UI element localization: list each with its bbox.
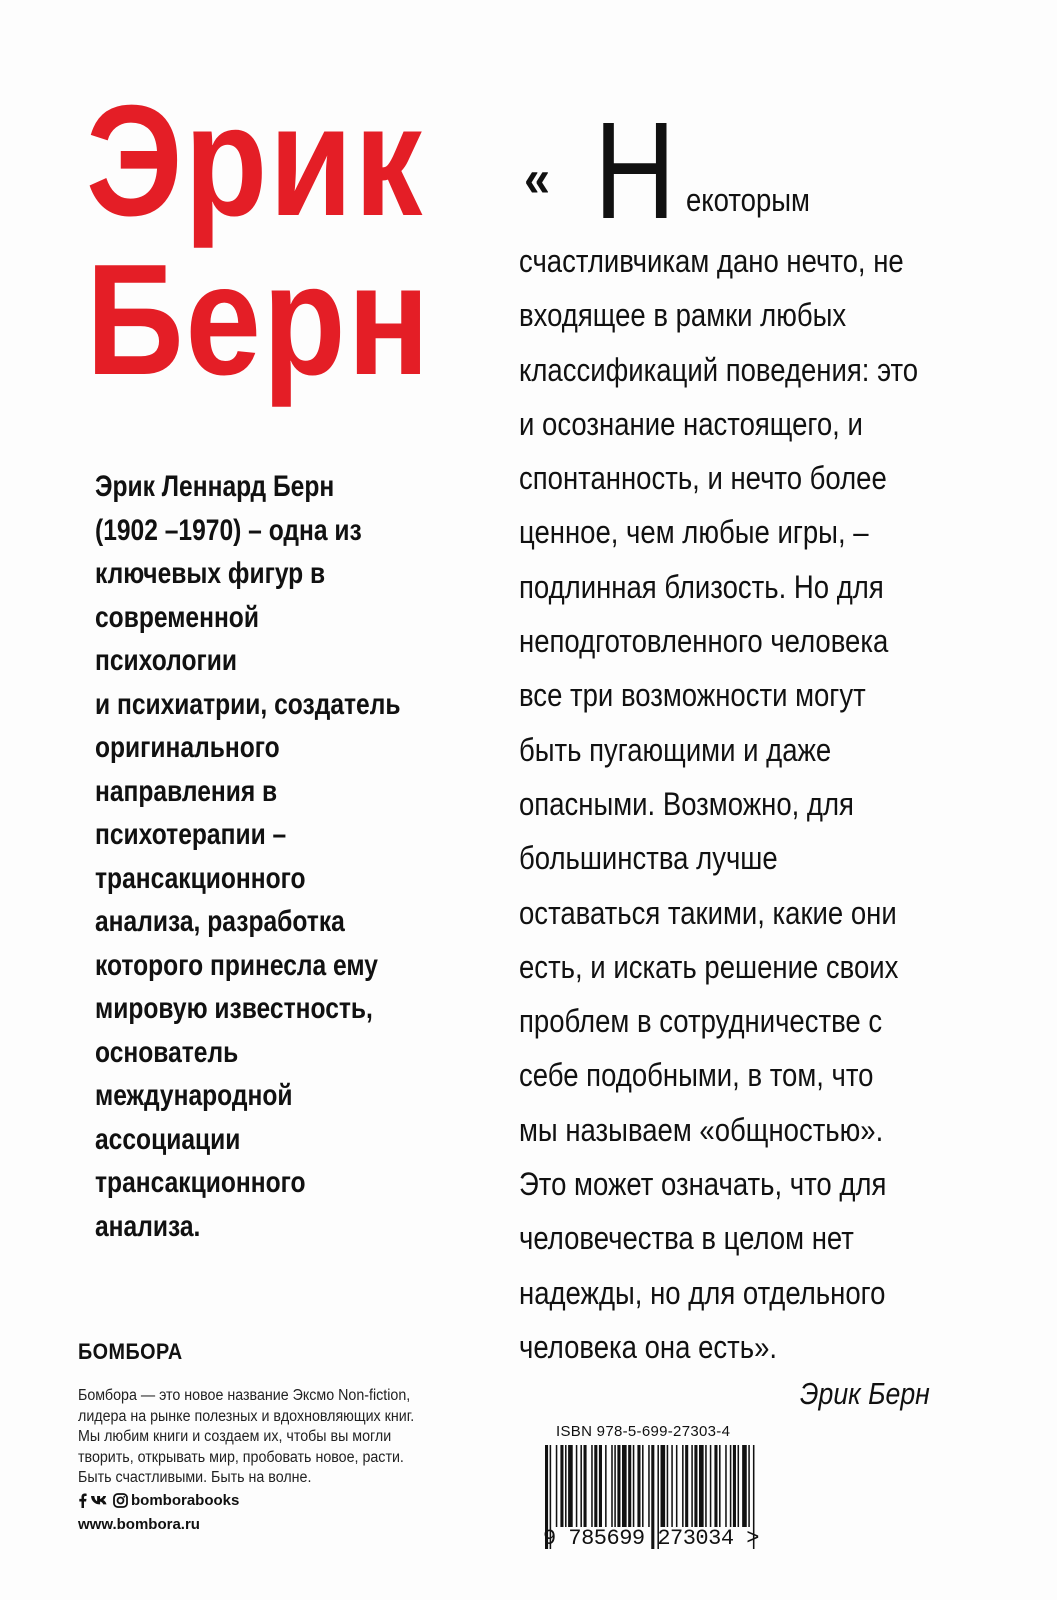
barcode-bar xyxy=(611,1445,613,1527)
barcode-bar xyxy=(667,1445,669,1527)
barcode-bar xyxy=(642,1445,644,1527)
bio-line: направления в xyxy=(95,774,278,808)
barcode-bar xyxy=(705,1445,707,1527)
barcode-bar xyxy=(730,1445,732,1527)
quote-line: счастливчикам дано нечто, не xyxy=(519,243,904,279)
barcode-bar xyxy=(556,1445,558,1527)
barcode-bar xyxy=(671,1445,673,1527)
quote-line: проблем в сотрудничестве с xyxy=(519,1003,883,1040)
social-links xyxy=(78,1492,239,1509)
barcode-bar xyxy=(594,1445,597,1527)
facebook-icon[interactable] xyxy=(78,1493,87,1509)
bio-line: психологии xyxy=(95,644,237,677)
barcode-bar xyxy=(699,1445,704,1527)
bio-line: ключевых фигур в xyxy=(95,557,326,590)
quote-line: себе подобными, в том, что xyxy=(519,1057,874,1094)
quote-line: большинства лучше xyxy=(519,840,778,877)
barcode-bar xyxy=(605,1445,607,1527)
barcode-digits: 9 785699 273034 > xyxy=(543,1526,759,1551)
quote-open-mark: « xyxy=(524,150,551,208)
bio-line: которого принесла ему xyxy=(95,948,378,982)
barcode-bar xyxy=(614,1445,616,1527)
bio-line: психотерапии – xyxy=(95,818,287,851)
instagram-icon[interactable] xyxy=(113,1493,128,1509)
publisher-description-line: Бомбора — это новое название Эксмо Non-fiction, xyxy=(78,1387,411,1404)
bio-line: современной xyxy=(95,600,259,634)
quote-body xyxy=(519,234,918,1374)
isbn-label: ISBN 978-5-699-27303-4 xyxy=(556,1423,731,1440)
quote-line: надежды, но для отдельного xyxy=(519,1274,886,1311)
social-handle[interactable]: bomborabooks xyxy=(131,1492,240,1509)
bio-line: анализа, разработка xyxy=(95,905,345,938)
barcode-bar xyxy=(628,1445,631,1527)
bio-line: международной xyxy=(95,1079,293,1112)
barcode-bar xyxy=(682,1445,684,1527)
publisher-description xyxy=(78,1386,414,1489)
quote-line: неподготовленного человека xyxy=(519,623,889,660)
bio-line: оригинального xyxy=(95,731,280,764)
barcode-bar xyxy=(694,1445,697,1527)
bio-line: (1902 –1970) – одна из xyxy=(95,513,362,547)
barcode-bar xyxy=(568,1445,573,1527)
bio-line: основатель xyxy=(95,1035,239,1069)
quote-line: и осознание настоящего, и xyxy=(519,405,863,442)
quote-line: быть пугающими и даже xyxy=(519,731,832,768)
quote-line: спонтанность, и нечто более xyxy=(519,460,887,497)
barcode-bar xyxy=(560,1445,563,1527)
quote-line: подлинная близость. Но для xyxy=(519,568,884,605)
publisher-website[interactable]: www.bombora.ru xyxy=(78,1516,200,1533)
barcode-bar xyxy=(738,1445,740,1527)
author-bio xyxy=(95,465,423,1248)
barcode-bar xyxy=(599,1445,602,1527)
quote-line: человечества в целом нет xyxy=(519,1220,854,1257)
quote-line: опасными. Возможно, для xyxy=(519,785,854,822)
barcode-bar xyxy=(719,1445,721,1527)
quote-line: мы называем «общностью». xyxy=(519,1111,884,1148)
publisher-description-line: лидера на рынке полезных и вдохновляющих книг. xyxy=(78,1407,415,1425)
vk-icon[interactable] xyxy=(90,1493,110,1509)
barcode-bar xyxy=(591,1445,593,1527)
quote-line: есть, и искать решение своих xyxy=(519,948,899,985)
publisher-description-line: творить, открывать мир, пробовать новое, расти. xyxy=(78,1448,404,1466)
publisher-name: БОМБОРА xyxy=(78,1339,183,1364)
barcode-bar xyxy=(691,1445,693,1527)
bio-line: ассоциации xyxy=(95,1122,241,1156)
bio-line: мировую известность, xyxy=(95,992,373,1025)
barcode-bar xyxy=(576,1445,578,1527)
author-first-name: Эрик xyxy=(86,73,425,249)
quote-line: человека она есть». xyxy=(519,1328,778,1365)
publisher-description-line: Быть счастливыми. Быть на волне. xyxy=(78,1469,312,1486)
barcode-bar xyxy=(661,1445,666,1527)
barcode-bar xyxy=(648,1445,650,1527)
barcode-bar xyxy=(725,1445,727,1527)
quote-line: классификаций поведения: это xyxy=(519,351,919,388)
quote-line: оставаться такими, какие они xyxy=(519,894,897,931)
barcode-bar xyxy=(580,1445,582,1527)
barcode-bar xyxy=(742,1445,747,1527)
barcode-bar xyxy=(584,1445,587,1527)
barcode-bar xyxy=(714,1445,717,1527)
barcode-bar xyxy=(685,1445,688,1527)
barcode-bar xyxy=(748,1445,750,1527)
bio-line: анализа. xyxy=(95,1209,201,1243)
bio-line: трансакционного xyxy=(95,861,306,895)
quote-line: все три возможности могут xyxy=(519,677,866,714)
bio-line: трансакционного xyxy=(95,1166,306,1199)
bio-line: Эрик Леннард Берн xyxy=(95,470,335,503)
author-last-name: Берн xyxy=(86,232,432,408)
barcode-bar xyxy=(633,1445,635,1527)
publisher-description-line: Мы любим книги и создаем их, чтобы вы могли xyxy=(78,1428,392,1445)
barcode-bar xyxy=(565,1445,567,1527)
barcode-bar xyxy=(637,1445,640,1527)
barcode-bar xyxy=(710,1445,712,1527)
barcode-bar xyxy=(733,1445,736,1527)
bio-line: и психиатрии, создатель xyxy=(95,687,401,721)
quote-line: входящее в рамки любых xyxy=(519,297,847,334)
barcode-bar xyxy=(617,1445,620,1527)
quote-signature: Эрик Берн xyxy=(800,1376,930,1411)
quote-drop-cap: Н xyxy=(594,94,676,248)
quote-line: Это может означать, что для xyxy=(519,1166,887,1203)
quote-first-line: екоторым xyxy=(686,182,810,218)
barcode-bar xyxy=(622,1445,627,1527)
barcode-bar xyxy=(676,1445,678,1527)
quote-line: ценное, чем любые игры, – xyxy=(519,514,869,551)
